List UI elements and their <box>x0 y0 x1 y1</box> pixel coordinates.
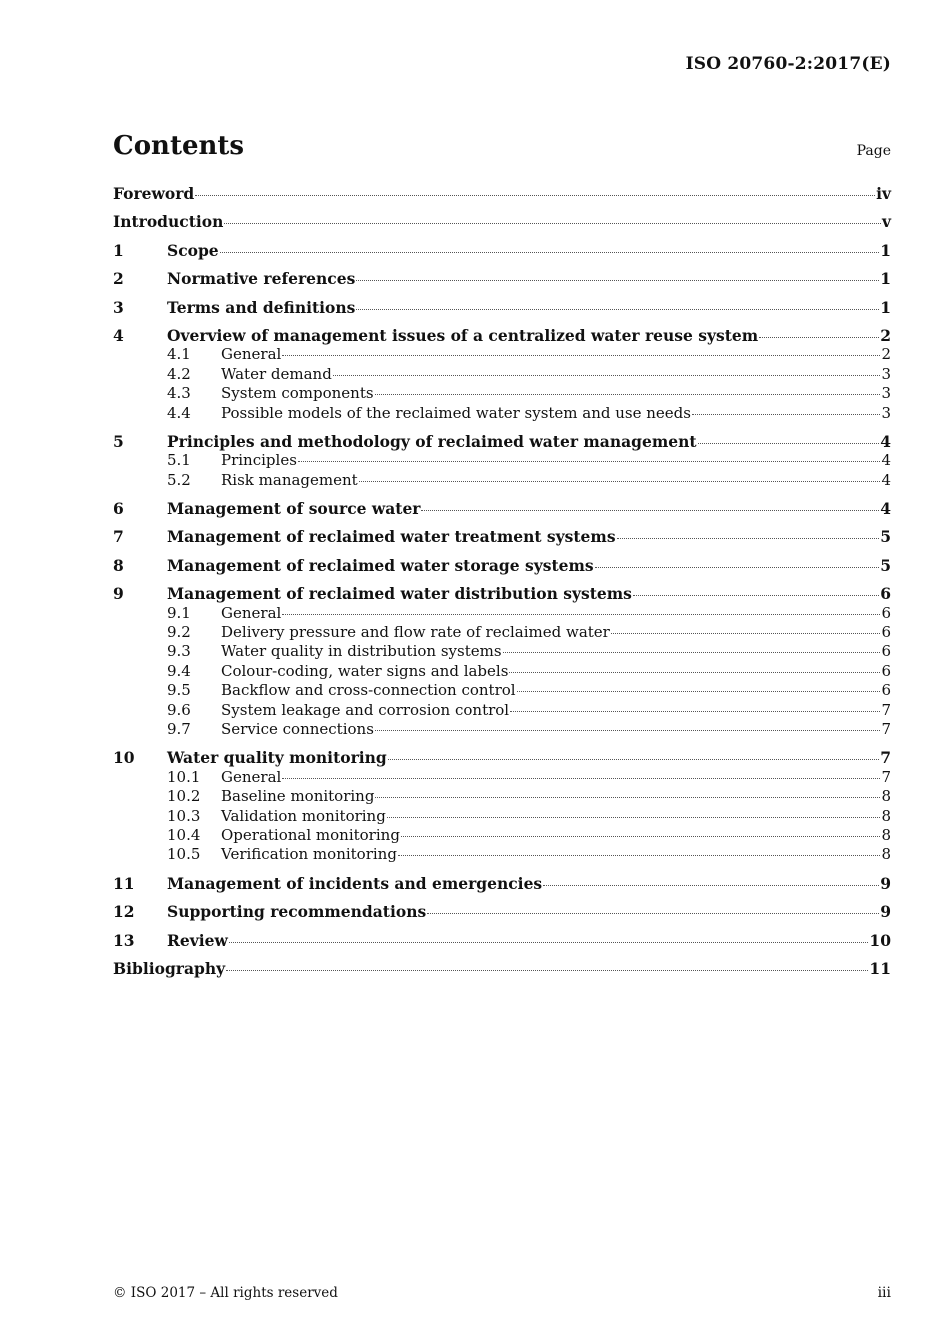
toc-entry-title: Water quality in distribution systems <box>221 642 502 661</box>
toc-entry-number: 10.1 <box>167 767 201 786</box>
toc-entry-title: Baseline monitoring <box>221 787 375 806</box>
copyright-notice: © ISO 2017 – All rights reserved <box>113 1285 338 1301</box>
toc-entry[interactable] <box>113 768 891 787</box>
toc-entry[interactable] <box>113 269 891 288</box>
toc-entry[interactable] <box>113 527 891 546</box>
toc-entry-title: General <box>221 603 282 622</box>
dot-leader <box>220 252 880 253</box>
toc-entry[interactable] <box>113 642 891 661</box>
dot-leader <box>617 538 880 539</box>
toc-entry-title: General <box>221 345 282 364</box>
toc-entry-page: 4 <box>880 499 891 519</box>
toc-entry-number: 5.2 <box>167 470 191 489</box>
toc-entry-number: 4.1 <box>167 345 191 364</box>
toc-entry-number: 11 <box>113 873 135 893</box>
toc-entry-number: 7 <box>113 527 124 547</box>
dot-leader <box>195 195 875 196</box>
toc-entry[interactable] <box>113 662 891 681</box>
toc-entry[interactable] <box>113 701 891 720</box>
toc-entry-title: Verification monitoring <box>221 845 397 864</box>
toc-entry[interactable] <box>113 807 891 826</box>
toc-entry[interactable] <box>113 212 891 231</box>
toc-entry-page: 1 <box>880 297 891 317</box>
dot-leader <box>333 375 881 376</box>
toc-entry[interactable] <box>113 902 891 921</box>
toc-entry[interactable] <box>113 365 891 384</box>
toc-entry-page: 1 <box>880 269 891 289</box>
toc-entry-number: 9.6 <box>167 700 191 719</box>
dot-leader <box>375 730 881 731</box>
dot-leader <box>633 595 879 596</box>
toc-entry-title: Possible models of the reclaimed water system and use needs <box>221 403 691 422</box>
page-title: Contents <box>113 131 245 161</box>
toc-entry[interactable] <box>113 384 891 403</box>
dot-leader <box>509 672 880 673</box>
toc-entry-page: 6 <box>881 661 891 680</box>
toc-entry-title: System components <box>221 384 374 403</box>
toc-entry-page: 7 <box>880 748 891 768</box>
toc-entry-title: Risk management <box>221 470 358 489</box>
dot-leader <box>224 223 881 224</box>
toc-entry-page: 8 <box>881 806 891 825</box>
toc-entry-page: 10 <box>869 930 891 950</box>
toc-entry-number: 3 <box>113 297 124 317</box>
toc-entry-title: Review <box>167 930 228 950</box>
toc-entry[interactable] <box>113 959 891 978</box>
toc-entry-page: iv <box>876 184 891 203</box>
dot-leader <box>611 633 881 634</box>
toc-entry-page: 5 <box>880 555 891 575</box>
toc-entry-page: 4 <box>881 470 891 489</box>
toc-entry-number: 6 <box>113 499 124 519</box>
toc-entry-title: General <box>221 767 282 786</box>
toc-entry[interactable] <box>113 681 891 700</box>
toc-entry-title: Water demand <box>221 364 332 383</box>
toc-entry[interactable] <box>113 326 891 345</box>
dot-leader <box>282 355 880 356</box>
toc-entry-number: 10.5 <box>167 845 201 864</box>
toc-entry-title: Bibliography <box>113 958 226 978</box>
toc-entry-title: Colour-coding, water signs and labels <box>221 661 509 680</box>
page-number: iii <box>877 1285 891 1301</box>
toc-entry-number: 5.1 <box>167 451 191 470</box>
toc-entry-title: Foreword <box>113 184 195 203</box>
toc-entry-page: v <box>881 212 891 232</box>
toc-entry-title: Service connections <box>221 719 374 738</box>
toc-entry-number: 4 <box>113 325 124 345</box>
toc-entry-page: 8 <box>881 845 891 864</box>
table-of-contents <box>113 184 891 978</box>
toc-entry[interactable] <box>113 845 891 864</box>
dot-leader <box>401 836 881 837</box>
toc-entry-page: 6 <box>880 584 891 604</box>
toc-entry-page: 4 <box>880 431 891 451</box>
toc-entry[interactable] <box>113 623 891 642</box>
toc-entry-page: 3 <box>881 384 891 403</box>
toc-entry-page: 11 <box>869 958 891 978</box>
toc-entry-title: Scope <box>167 240 219 260</box>
dot-leader <box>543 885 879 886</box>
dot-leader <box>356 280 879 281</box>
dot-leader <box>375 797 880 798</box>
toc-entry-page: 7 <box>881 700 891 719</box>
toc-entry[interactable] <box>113 931 891 950</box>
dot-leader <box>375 394 881 395</box>
toc-entry[interactable] <box>113 345 891 364</box>
dot-leader <box>421 510 879 511</box>
toc-entry-page: 4 <box>881 451 891 470</box>
dot-leader <box>595 567 880 568</box>
dot-leader <box>698 443 880 444</box>
toc-entry-page: 2 <box>881 345 891 364</box>
toc-entry[interactable] <box>113 451 891 470</box>
toc-entry[interactable] <box>113 241 891 260</box>
toc-entry-number: 8 <box>113 555 124 575</box>
toc-entry-title: Principles <box>221 451 297 470</box>
dot-leader <box>298 461 881 462</box>
toc-entry[interactable] <box>113 787 891 806</box>
dot-leader <box>229 942 869 943</box>
toc-entry-number: 12 <box>113 902 135 922</box>
toc-entry-title: Management of source water <box>167 499 421 519</box>
toc-entry-page: 3 <box>881 364 891 383</box>
toc-entry-page: 3 <box>881 403 891 422</box>
toc-entry-number: 10.4 <box>167 825 201 844</box>
toc-entry-number: 9.1 <box>167 603 191 622</box>
toc-entry-page: 7 <box>881 767 891 786</box>
toc-entry-number: 10.3 <box>167 806 201 825</box>
toc-entry-title: System leakage and corrosion control <box>221 700 510 719</box>
toc-entry-page: 9 <box>880 902 891 922</box>
toc-entry-title: Delivery pressure and flow rate of reclaimed water <box>221 623 610 642</box>
dot-leader <box>510 711 880 712</box>
toc-entry[interactable] <box>113 748 891 767</box>
dot-leader <box>387 817 881 818</box>
toc-entry-number: 13 <box>113 930 135 950</box>
toc-entry-number: 5 <box>113 431 124 451</box>
toc-entry-number: 4.4 <box>167 403 191 422</box>
toc-entry-page: 2 <box>880 325 891 345</box>
toc-entry[interactable] <box>113 298 891 317</box>
dot-leader <box>356 309 879 310</box>
toc-entry[interactable] <box>113 184 891 203</box>
toc-entry-page: 6 <box>881 681 891 700</box>
toc-entry-title: Management of reclaimed water distribution systems <box>167 584 632 604</box>
dot-leader <box>226 970 868 971</box>
toc-entry-number: 9 <box>113 584 124 604</box>
toc-entry-number: 9.4 <box>167 661 191 680</box>
page-column-label: Page <box>856 143 891 159</box>
toc-entry[interactable] <box>113 404 891 423</box>
toc-entry-number: 10.2 <box>167 787 201 806</box>
toc-entry-number: 4.2 <box>167 364 191 383</box>
toc-entry-page: 1 <box>880 240 891 260</box>
toc-entry[interactable] <box>113 432 891 451</box>
toc-entry-title: Normative references <box>167 269 356 289</box>
dot-leader <box>692 414 880 415</box>
toc-entry[interactable] <box>113 874 891 893</box>
dot-leader <box>388 759 879 760</box>
toc-entry-number: 1 <box>113 240 124 260</box>
toc-entry-number: 4.3 <box>167 384 191 403</box>
toc-entry-page: 6 <box>881 603 891 622</box>
toc-entry-number: 9.2 <box>167 623 191 642</box>
dot-leader <box>759 337 879 338</box>
toc-entry[interactable] <box>113 556 891 575</box>
dot-leader <box>427 913 879 914</box>
toc-entry[interactable] <box>113 584 891 603</box>
toc-entry-title: Supporting recommendations <box>167 902 427 922</box>
toc-entry[interactable] <box>113 499 891 518</box>
toc-entry[interactable] <box>113 471 891 490</box>
toc-entry-number: 2 <box>113 269 124 289</box>
document-code: ISO 20760-2:2017(E) <box>685 54 891 74</box>
toc-entry[interactable] <box>113 720 891 739</box>
toc-entry-page: 8 <box>881 787 891 806</box>
dot-leader <box>282 614 880 615</box>
toc-entry-page: 6 <box>881 642 891 661</box>
toc-entry-page: 7 <box>881 719 891 738</box>
toc-entry-page: 6 <box>881 623 891 642</box>
toc-entry-title: Operational monitoring <box>221 825 400 844</box>
toc-entry-title: Overview of management issues of a centralized water reuse system <box>167 325 759 345</box>
toc-entry-title: Terms and definitions <box>167 297 356 317</box>
dot-leader <box>517 691 881 692</box>
dot-leader <box>398 855 881 856</box>
toc-entry-page: 9 <box>880 873 891 893</box>
toc-entry-title: Introduction <box>113 212 224 232</box>
dot-leader <box>282 778 880 779</box>
toc-entry-title: Backflow and cross-connection control <box>221 681 516 700</box>
dot-leader <box>359 481 881 482</box>
toc-entry-page: 8 <box>881 825 891 844</box>
toc-entry[interactable] <box>113 604 891 623</box>
toc-entry-title: Principles and methodology of reclaimed water management <box>167 431 697 451</box>
toc-entry[interactable] <box>113 826 891 845</box>
toc-entry-title: Management of incidents and emergencies <box>167 873 543 893</box>
toc-entry-page: 5 <box>880 527 891 547</box>
toc-entry-title: Management of reclaimed water treatment systems <box>167 527 616 547</box>
toc-entry-number: 9.3 <box>167 642 191 661</box>
toc-entry-title: Water quality monitoring <box>167 748 387 768</box>
toc-entry-title: Validation monitoring <box>221 806 386 825</box>
dot-leader <box>503 652 881 653</box>
toc-entry-number: 10 <box>113 748 135 768</box>
toc-entry-number: 9.7 <box>167 719 191 738</box>
toc-entry-number: 9.5 <box>167 681 191 700</box>
toc-entry-title: Management of reclaimed water storage systems <box>167 555 594 575</box>
